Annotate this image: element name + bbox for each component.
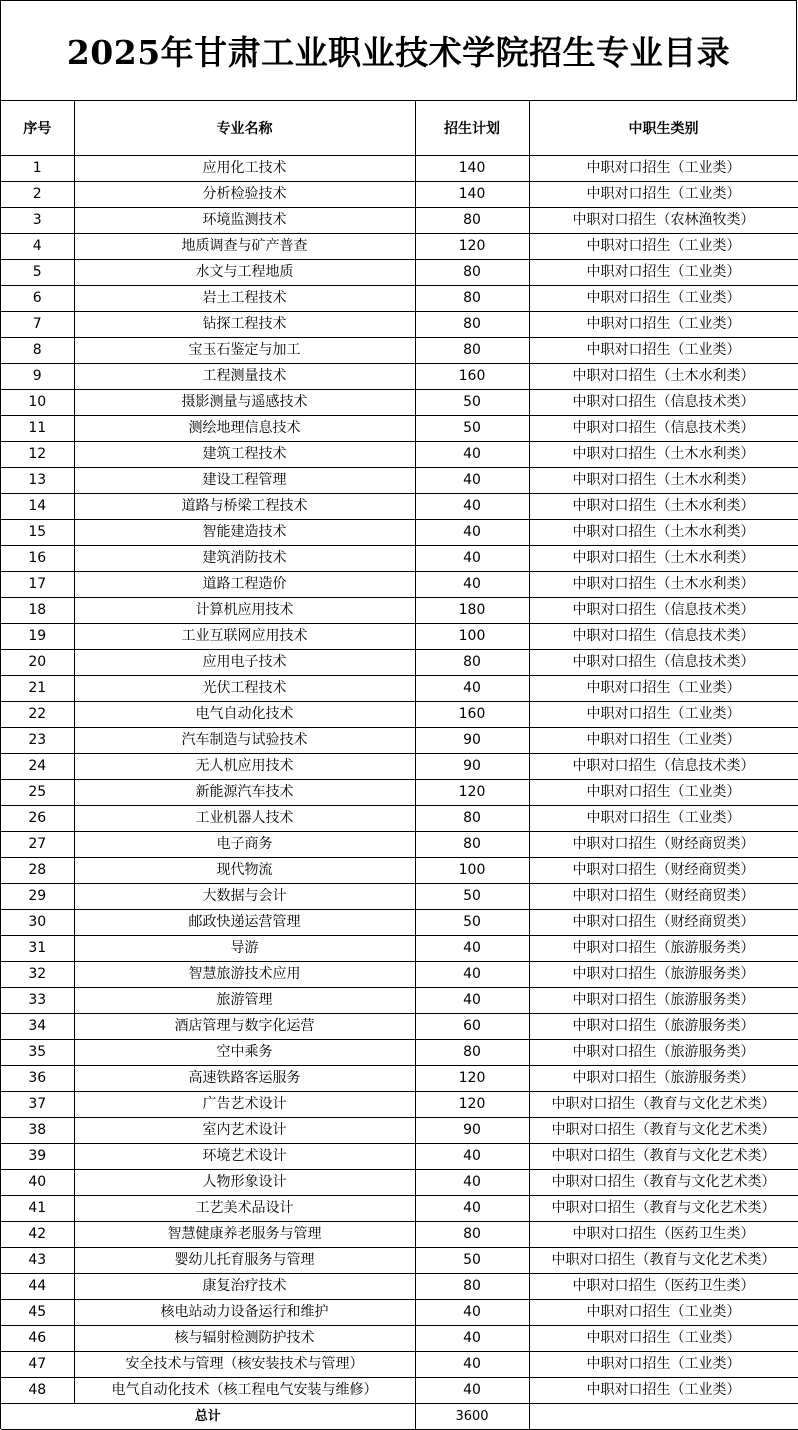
cell-category: 中职对口招生（工业类） bbox=[529, 806, 798, 832]
cell-plan: 80 bbox=[415, 1040, 529, 1066]
cell-category: 中职对口招生（工业类） bbox=[529, 234, 798, 260]
table-row bbox=[1, 364, 798, 390]
cell-plan: 180 bbox=[415, 598, 529, 624]
table-row bbox=[1, 624, 798, 650]
cell-no: 41 bbox=[1, 1196, 74, 1222]
cell-category: 中职对口招生（土木水利类） bbox=[529, 494, 798, 520]
page-title: 2025年甘肃工业职业技术学院招生专业目录 bbox=[1, 1, 797, 101]
cell-category: 中职对口招生（农林渔牧类） bbox=[529, 208, 798, 234]
cell-category: 中职对口招生（工业类） bbox=[529, 312, 798, 338]
table-row bbox=[1, 572, 798, 598]
cell-category: 中职对口招生（财经商贸类） bbox=[529, 910, 798, 936]
table-row bbox=[1, 442, 798, 468]
cell-no: 47 bbox=[1, 1352, 74, 1378]
cell-no: 40 bbox=[1, 1170, 74, 1196]
cell-major: 大数据与会计 bbox=[74, 884, 415, 910]
cell-major: 康复治疗技术 bbox=[74, 1274, 415, 1300]
cell-plan: 80 bbox=[415, 1274, 529, 1300]
table-row bbox=[1, 208, 798, 234]
cell-major: 工业机器人技术 bbox=[74, 806, 415, 832]
cell-no: 5 bbox=[1, 260, 74, 286]
cell-major: 工艺美术品设计 bbox=[74, 1196, 415, 1222]
cell-major: 旅游管理 bbox=[74, 988, 415, 1014]
cell-major: 计算机应用技术 bbox=[74, 598, 415, 624]
table-row bbox=[1, 858, 798, 884]
cell-major: 空中乘务 bbox=[74, 1040, 415, 1066]
table-row bbox=[1, 156, 798, 182]
total-value: 3600 bbox=[415, 1404, 529, 1430]
cell-no: 19 bbox=[1, 624, 74, 650]
cell-plan: 40 bbox=[415, 1144, 529, 1170]
cell-category: 中职对口招生（财经商贸类） bbox=[529, 884, 798, 910]
cell-major: 光伏工程技术 bbox=[74, 676, 415, 702]
table-row bbox=[1, 1092, 798, 1118]
cell-major: 核与辐射检测防护技术 bbox=[74, 1326, 415, 1352]
cell-plan: 40 bbox=[415, 1196, 529, 1222]
cell-no: 18 bbox=[1, 598, 74, 624]
total-empty-cell bbox=[529, 1404, 798, 1430]
table-row bbox=[1, 884, 798, 910]
cell-major: 邮政快递运营管理 bbox=[74, 910, 415, 936]
total-row bbox=[1, 1404, 798, 1430]
table-row bbox=[1, 1352, 798, 1378]
cell-category: 中职对口招生（工业类） bbox=[529, 728, 798, 754]
cell-major: 道路工程造价 bbox=[74, 572, 415, 598]
cell-no: 38 bbox=[1, 1118, 74, 1144]
cell-major: 无人机应用技术 bbox=[74, 754, 415, 780]
cell-category: 中职对口招生（信息技术类） bbox=[529, 598, 798, 624]
cell-category: 中职对口招生（工业类） bbox=[529, 1300, 798, 1326]
cell-category: 中职对口招生（教育与文化艺术类） bbox=[529, 1144, 798, 1170]
table-row bbox=[1, 338, 798, 364]
cell-no: 28 bbox=[1, 858, 74, 884]
cell-category: 中职对口招生（教育与文化艺术类） bbox=[529, 1196, 798, 1222]
cell-major: 建筑消防技术 bbox=[74, 546, 415, 572]
cell-major: 宝玉石鉴定与加工 bbox=[74, 338, 415, 364]
cell-no: 14 bbox=[1, 494, 74, 520]
cell-no: 22 bbox=[1, 702, 74, 728]
cell-no: 21 bbox=[1, 676, 74, 702]
cell-category: 中职对口招生（土木水利类） bbox=[529, 364, 798, 390]
cell-no: 26 bbox=[1, 806, 74, 832]
cell-plan: 140 bbox=[415, 182, 529, 208]
cell-plan: 40 bbox=[415, 572, 529, 598]
cell-no: 25 bbox=[1, 780, 74, 806]
cell-category: 中职对口招生（工业类） bbox=[529, 338, 798, 364]
cell-major: 岩土工程技术 bbox=[74, 286, 415, 312]
cell-category: 中职对口招生（财经商贸类） bbox=[529, 832, 798, 858]
table-row bbox=[1, 1196, 798, 1222]
cell-major: 应用化工技术 bbox=[74, 156, 415, 182]
cell-category: 中职对口招生（土木水利类） bbox=[529, 546, 798, 572]
table-row bbox=[1, 312, 798, 338]
cell-plan: 40 bbox=[415, 494, 529, 520]
cell-plan: 120 bbox=[415, 780, 529, 806]
cell-category: 中职对口招生（旅游服务类） bbox=[529, 1040, 798, 1066]
cell-major: 电子商务 bbox=[74, 832, 415, 858]
table-row bbox=[1, 910, 798, 936]
cell-no: 39 bbox=[1, 1144, 74, 1170]
cell-plan: 90 bbox=[415, 1118, 529, 1144]
cell-plan: 80 bbox=[415, 286, 529, 312]
cell-category: 中职对口招生（土木水利类） bbox=[529, 572, 798, 598]
cell-plan: 60 bbox=[415, 1014, 529, 1040]
cell-no: 20 bbox=[1, 650, 74, 676]
cell-plan: 40 bbox=[415, 936, 529, 962]
table-row bbox=[1, 650, 798, 676]
cell-no: 46 bbox=[1, 1326, 74, 1352]
table-row bbox=[1, 1144, 798, 1170]
cell-major: 广告艺术设计 bbox=[74, 1092, 415, 1118]
cell-no: 4 bbox=[1, 234, 74, 260]
cell-category: 中职对口招生（教育与文化艺术类） bbox=[529, 1170, 798, 1196]
cell-no: 42 bbox=[1, 1222, 74, 1248]
cell-category: 中职对口招生（旅游服务类） bbox=[529, 962, 798, 988]
cell-category: 中职对口招生（工业类） bbox=[529, 1326, 798, 1352]
table-row bbox=[1, 676, 798, 702]
cell-category: 中职对口招生（信息技术类） bbox=[529, 754, 798, 780]
cell-category: 中职对口招生（医药卫生类） bbox=[529, 1222, 798, 1248]
cell-major: 电气自动化技术（核工程电气安装与维修） bbox=[74, 1378, 415, 1404]
cell-category: 中职对口招生（信息技术类） bbox=[529, 624, 798, 650]
cell-major: 环境监测技术 bbox=[74, 208, 415, 234]
table-row bbox=[1, 1066, 798, 1092]
table-row bbox=[1, 832, 798, 858]
cell-plan: 40 bbox=[415, 468, 529, 494]
cell-no: 35 bbox=[1, 1040, 74, 1066]
cell-plan: 40 bbox=[415, 442, 529, 468]
cell-category: 中职对口招生（信息技术类） bbox=[529, 390, 798, 416]
cell-no: 17 bbox=[1, 572, 74, 598]
table-row bbox=[1, 988, 798, 1014]
cell-major: 钻探工程技术 bbox=[74, 312, 415, 338]
table-row bbox=[1, 286, 798, 312]
cell-plan: 120 bbox=[415, 234, 529, 260]
cell-major: 人物形象设计 bbox=[74, 1170, 415, 1196]
cell-plan: 80 bbox=[415, 312, 529, 338]
table-row bbox=[1, 702, 798, 728]
table-row bbox=[1, 806, 798, 832]
cell-no: 2 bbox=[1, 182, 74, 208]
cell-major: 建筑工程技术 bbox=[74, 442, 415, 468]
cell-plan: 160 bbox=[415, 702, 529, 728]
table-row bbox=[1, 962, 798, 988]
cell-no: 48 bbox=[1, 1378, 74, 1404]
cell-major: 工程测量技术 bbox=[74, 364, 415, 390]
cell-plan: 80 bbox=[415, 650, 529, 676]
cell-no: 33 bbox=[1, 988, 74, 1014]
table-row bbox=[1, 520, 798, 546]
cell-no: 13 bbox=[1, 468, 74, 494]
cell-no: 15 bbox=[1, 520, 74, 546]
cell-no: 6 bbox=[1, 286, 74, 312]
cell-plan: 40 bbox=[415, 546, 529, 572]
cell-no: 10 bbox=[1, 390, 74, 416]
cell-plan: 80 bbox=[415, 832, 529, 858]
table-row bbox=[1, 1326, 798, 1352]
cell-category: 中职对口招生（旅游服务类） bbox=[529, 936, 798, 962]
cell-major: 室内艺术设计 bbox=[74, 1118, 415, 1144]
cell-no: 45 bbox=[1, 1300, 74, 1326]
cell-plan: 120 bbox=[415, 1066, 529, 1092]
table-row bbox=[1, 598, 798, 624]
cell-category: 中职对口招生（信息技术类） bbox=[529, 650, 798, 676]
cell-category: 中职对口招生（教育与文化艺术类） bbox=[529, 1118, 798, 1144]
cell-category: 中职对口招生（工业类） bbox=[529, 286, 798, 312]
cell-major: 汽车制造与试验技术 bbox=[74, 728, 415, 754]
table-row bbox=[1, 1014, 798, 1040]
cell-major: 智慧健康养老服务与管理 bbox=[74, 1222, 415, 1248]
cell-no: 31 bbox=[1, 936, 74, 962]
cell-major: 智能建造技术 bbox=[74, 520, 415, 546]
cell-category: 中职对口招生（教育与文化艺术类） bbox=[529, 1092, 798, 1118]
cell-major: 酒店管理与数字化运营 bbox=[74, 1014, 415, 1040]
cell-category: 中职对口招生（医药卫生类） bbox=[529, 1274, 798, 1300]
cell-major: 智慧旅游技术应用 bbox=[74, 962, 415, 988]
cell-no: 11 bbox=[1, 416, 74, 442]
cell-plan: 50 bbox=[415, 1248, 529, 1274]
cell-category: 中职对口招生（土木水利类） bbox=[529, 520, 798, 546]
cell-plan: 80 bbox=[415, 1222, 529, 1248]
cell-plan: 90 bbox=[415, 728, 529, 754]
cell-category: 中职对口招生（旅游服务类） bbox=[529, 1014, 798, 1040]
table-row bbox=[1, 1222, 798, 1248]
cell-category: 中职对口招生（教育与文化艺术类） bbox=[529, 1248, 798, 1274]
table-row bbox=[1, 546, 798, 572]
cell-major: 新能源汽车技术 bbox=[74, 780, 415, 806]
table-row bbox=[1, 728, 798, 754]
cell-plan: 40 bbox=[415, 988, 529, 1014]
table-row bbox=[1, 234, 798, 260]
majors-table bbox=[1, 101, 798, 1430]
cell-major: 地质调查与矿产普查 bbox=[74, 234, 415, 260]
cell-plan: 40 bbox=[415, 676, 529, 702]
header-no: 序号 bbox=[1, 101, 74, 156]
cell-no: 43 bbox=[1, 1248, 74, 1274]
cell-no: 3 bbox=[1, 208, 74, 234]
cell-category: 中职对口招生（工业类） bbox=[529, 702, 798, 728]
cell-major: 应用电子技术 bbox=[74, 650, 415, 676]
cell-plan: 40 bbox=[415, 1326, 529, 1352]
table-row bbox=[1, 1248, 798, 1274]
cell-no: 27 bbox=[1, 832, 74, 858]
cell-category: 中职对口招生（工业类） bbox=[529, 182, 798, 208]
table-row bbox=[1, 468, 798, 494]
table-row bbox=[1, 1118, 798, 1144]
cell-plan: 40 bbox=[415, 1378, 529, 1404]
cell-plan: 50 bbox=[415, 910, 529, 936]
cell-plan: 80 bbox=[415, 338, 529, 364]
table-row bbox=[1, 260, 798, 286]
cell-no: 23 bbox=[1, 728, 74, 754]
table-row bbox=[1, 936, 798, 962]
cell-major: 导游 bbox=[74, 936, 415, 962]
cell-plan: 100 bbox=[415, 858, 529, 884]
cell-major: 摄影测量与遥感技术 bbox=[74, 390, 415, 416]
cell-no: 29 bbox=[1, 884, 74, 910]
cell-no: 12 bbox=[1, 442, 74, 468]
cell-no: 30 bbox=[1, 910, 74, 936]
cell-no: 32 bbox=[1, 962, 74, 988]
cell-no: 34 bbox=[1, 1014, 74, 1040]
cell-no: 37 bbox=[1, 1092, 74, 1118]
cell-plan: 40 bbox=[415, 1300, 529, 1326]
cell-plan: 120 bbox=[415, 1092, 529, 1118]
cell-major: 工业互联网应用技术 bbox=[74, 624, 415, 650]
cell-no: 7 bbox=[1, 312, 74, 338]
header-category: 中职生类别 bbox=[529, 101, 798, 156]
cell-major: 环境艺术设计 bbox=[74, 1144, 415, 1170]
header-plan: 招生计划 bbox=[415, 101, 529, 156]
cell-no: 9 bbox=[1, 364, 74, 390]
table-row bbox=[1, 780, 798, 806]
cell-plan: 40 bbox=[415, 520, 529, 546]
table-row bbox=[1, 1378, 798, 1404]
cell-major: 核电站动力设备运行和维护 bbox=[74, 1300, 415, 1326]
table-row bbox=[1, 390, 798, 416]
table-header-row bbox=[1, 101, 798, 156]
cell-no: 36 bbox=[1, 1066, 74, 1092]
header-major: 专业名称 bbox=[74, 101, 415, 156]
cell-major: 高速铁路客运服务 bbox=[74, 1066, 415, 1092]
cell-category: 中职对口招生（财经商贸类） bbox=[529, 858, 798, 884]
table-row bbox=[1, 1274, 798, 1300]
cell-category: 中职对口招生（旅游服务类） bbox=[529, 1066, 798, 1092]
cell-category: 中职对口招生（工业类） bbox=[529, 1378, 798, 1404]
total-label: 总计 bbox=[1, 1404, 415, 1430]
cell-plan: 140 bbox=[415, 156, 529, 182]
cell-major: 分析检验技术 bbox=[74, 182, 415, 208]
cell-major: 电气自动化技术 bbox=[74, 702, 415, 728]
table-row bbox=[1, 1040, 798, 1066]
cell-plan: 40 bbox=[415, 962, 529, 988]
cell-major: 道路与桥梁工程技术 bbox=[74, 494, 415, 520]
cell-major: 婴幼儿托育服务与管理 bbox=[74, 1248, 415, 1274]
cell-plan: 80 bbox=[415, 208, 529, 234]
cell-major: 测绘地理信息技术 bbox=[74, 416, 415, 442]
table-row bbox=[1, 494, 798, 520]
cell-plan: 160 bbox=[415, 364, 529, 390]
cell-category: 中职对口招生（工业类） bbox=[529, 260, 798, 286]
cell-no: 24 bbox=[1, 754, 74, 780]
cell-category: 中职对口招生（工业类） bbox=[529, 1352, 798, 1378]
cell-plan: 50 bbox=[415, 884, 529, 910]
cell-no: 1 bbox=[1, 156, 74, 182]
cell-category: 中职对口招生（工业类） bbox=[529, 676, 798, 702]
cell-category: 中职对口招生（工业类） bbox=[529, 780, 798, 806]
table-body bbox=[1, 156, 798, 1404]
cell-plan: 90 bbox=[415, 754, 529, 780]
cell-major: 现代物流 bbox=[74, 858, 415, 884]
cell-plan: 40 bbox=[415, 1170, 529, 1196]
cell-major: 水文与工程地质 bbox=[74, 260, 415, 286]
cell-category: 中职对口招生（土木水利类） bbox=[529, 468, 798, 494]
cell-category: 中职对口招生（信息技术类） bbox=[529, 416, 798, 442]
cell-major: 安全技术与管理（核安装技术与管理） bbox=[74, 1352, 415, 1378]
cell-category: 中职对口招生（土木水利类） bbox=[529, 442, 798, 468]
cell-plan: 100 bbox=[415, 624, 529, 650]
cell-no: 16 bbox=[1, 546, 74, 572]
cell-plan: 40 bbox=[415, 1352, 529, 1378]
table-row bbox=[1, 182, 798, 208]
cell-plan: 80 bbox=[415, 806, 529, 832]
table-row bbox=[1, 754, 798, 780]
cell-no: 44 bbox=[1, 1274, 74, 1300]
table-row bbox=[1, 1300, 798, 1326]
table-row bbox=[1, 416, 798, 442]
cell-no: 8 bbox=[1, 338, 74, 364]
table-row bbox=[1, 1170, 798, 1196]
cell-plan: 50 bbox=[415, 390, 529, 416]
cell-category: 中职对口招生（旅游服务类） bbox=[529, 988, 798, 1014]
cell-major: 建设工程管理 bbox=[74, 468, 415, 494]
cell-category: 中职对口招生（工业类） bbox=[529, 156, 798, 182]
cell-plan: 80 bbox=[415, 260, 529, 286]
cell-plan: 50 bbox=[415, 416, 529, 442]
